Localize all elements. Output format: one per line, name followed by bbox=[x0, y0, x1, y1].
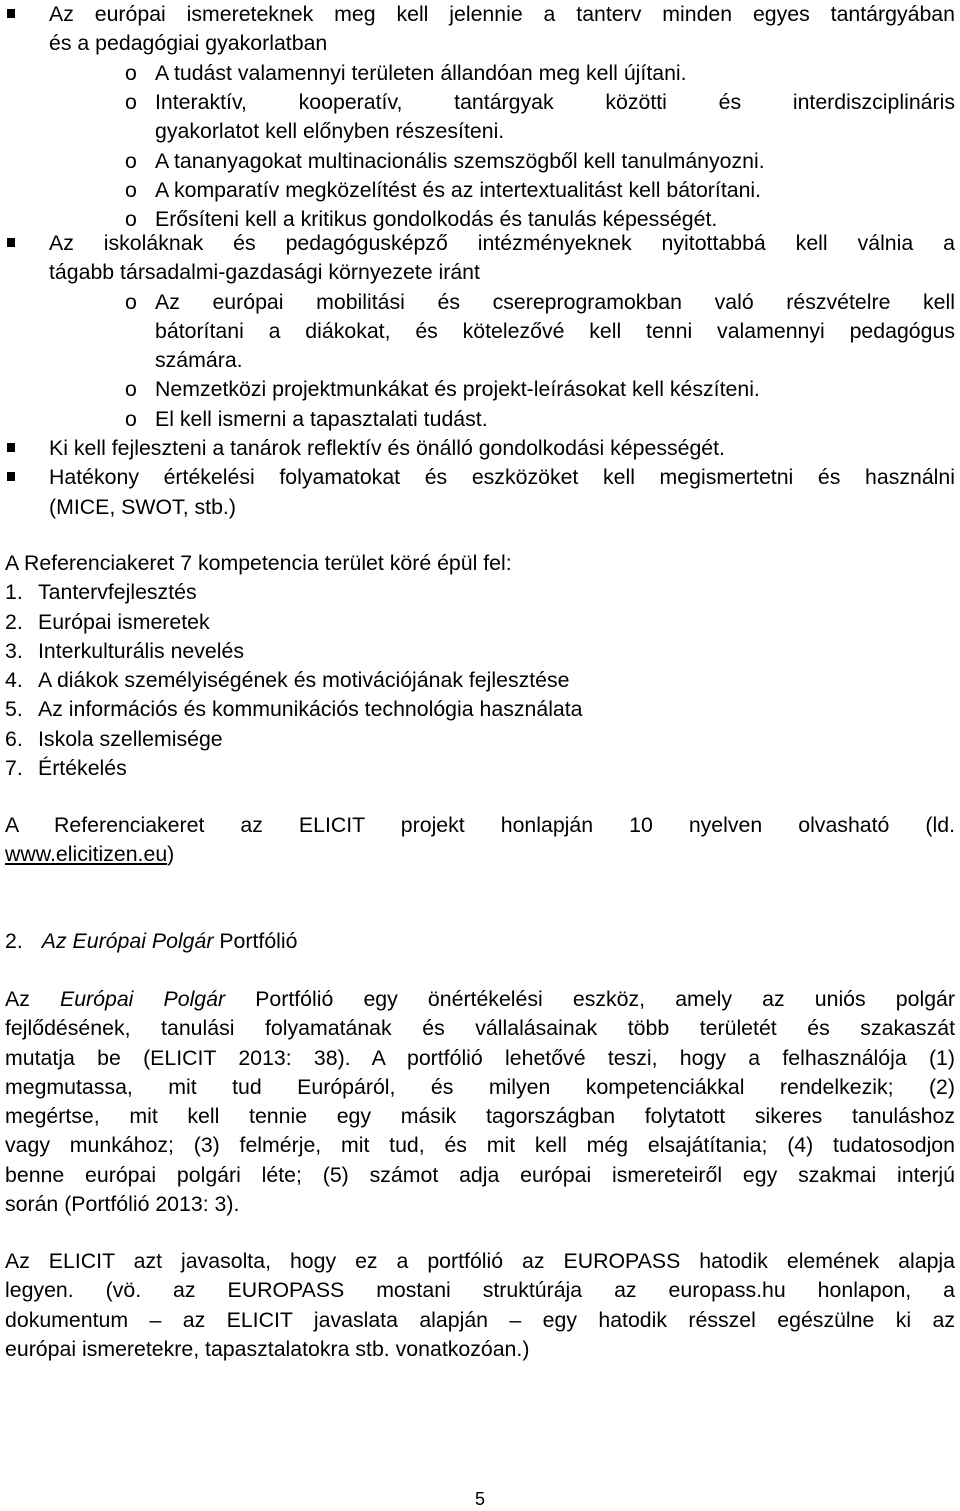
sub-bullet-text: Az európai mobilitási és csereprogramokban való részvételre kell bbox=[155, 289, 955, 314]
list-number: 1. bbox=[5, 580, 23, 605]
list-number: 5. bbox=[5, 697, 23, 722]
square-bullet-icon bbox=[7, 443, 15, 452]
circle-bullet-icon: o bbox=[125, 177, 137, 202]
sub-bullet-text: Interaktív, kooperatív, tantárgyak közötti és interdiszciplináris bbox=[155, 89, 955, 114]
page-number: 5 bbox=[474, 1489, 485, 1509]
paragraph-line: benne európai polgári léte; (5) számot adja európai ismereteiről egy szakmai interjú bbox=[5, 1162, 955, 1187]
elicit-note-closing: ) bbox=[167, 842, 175, 867]
paragraph-line: során (Portfólió 2013: 3). bbox=[5, 1192, 240, 1217]
list-item bbox=[5, 666, 955, 695]
list-text: Európai ismeretek bbox=[38, 609, 210, 634]
sub-bullet-text: A tananyagokat multinacionális szemszögből kell tanulmányozni. bbox=[155, 148, 765, 173]
paragraph-line: vagy munkához; (3) felmérje, mit tud, és mit kell még elsajátítania; (4) tudatosodjon bbox=[5, 1133, 955, 1158]
circle-bullet-icon: o bbox=[125, 207, 137, 232]
paragraph bbox=[5, 985, 955, 1219]
paragraph-line: megmutassa, mit tud Európáról, és milyen kompetenciákkal rendelkezik; (2) bbox=[5, 1074, 955, 1099]
bullet-text: Hatékony értékelési folyamatokat és eszközöket kell megismertetni és használni bbox=[49, 465, 955, 490]
list-text: A diákok személyiségének és motivációjának fejlesztése bbox=[38, 668, 570, 693]
bullet-text: Az európai ismereteknek meg kell jelennie a tanterv minden egyes tantárgyában bbox=[49, 2, 955, 26]
bullet-text: (MICE, SWOT, stb.) bbox=[49, 494, 236, 519]
list-number: 7. bbox=[5, 756, 23, 781]
list-text: Az információs és kommunikációs technológia használata bbox=[38, 697, 583, 722]
paragraph-line: mutatja be (ELICIT 2013: 38). A portfólió lehetővé teszi, hogy a felhasználója (1) bbox=[5, 1045, 955, 1070]
paragraph-line: dokumentum – az ELICIT javaslata alapján – egy hatodik résszel egészülne ki az bbox=[5, 1307, 955, 1332]
competency-intro-text: A Referenciakeret 7 kompetencia terület köré épül fel: bbox=[5, 551, 512, 575]
sub-bullet-text: gyakorlatot kell előnyben részesíteni. bbox=[155, 119, 505, 144]
section-heading bbox=[5, 927, 955, 956]
list-item bbox=[5, 695, 955, 724]
sub-bullet-text: Erősíteni kell a kritikus gondolkodás és tanulás képességét. bbox=[155, 207, 718, 232]
list-number: 4. bbox=[5, 668, 23, 693]
competency-intro bbox=[5, 549, 955, 578]
paragraph-text: Portfólió egy önértékelési eszköz, amely az uniós polgár bbox=[225, 987, 955, 1011]
sub-bullet-text: A komparatív megközelítést és az intertextualitást kell bátorítani. bbox=[155, 177, 762, 202]
paragraph-line: európai ismeretekre, tapasztalatokra stb. vonatkozóan.) bbox=[5, 1336, 530, 1361]
sub-bullet-text: A tudást valamennyi területen állandóan meg kell újítani. bbox=[155, 60, 687, 85]
list-text: Tantervfejlesztés bbox=[38, 580, 197, 605]
elicit-note-text: A Referenciakeret az ELICIT projekt honlapján 10 nyelven olvasható (ld. bbox=[5, 813, 955, 837]
paragraph-line: legyen. (vö. az EUROPASS mostani struktúrája az europass.hu honlapon, a bbox=[5, 1278, 955, 1303]
sub-bullet-text: számára. bbox=[155, 348, 243, 373]
elicit-website-link[interactable]: www.elicitizen.eu bbox=[5, 842, 168, 867]
competency-list bbox=[5, 578, 955, 783]
square-bullet-icon bbox=[7, 9, 15, 18]
paragraph-text-italic: Európai Polgár bbox=[59, 987, 226, 1011]
circle-bullet-icon: o bbox=[125, 406, 137, 431]
section-title-italic: Az Európai Polgár bbox=[41, 929, 214, 953]
bullet-text: Az iskoláknak és pedagógusképző intézményeknek nyitottabbá kell válnia a bbox=[49, 231, 955, 255]
sub-bullet-text: bátorítani a diákokat, és kötelezővé kell tenni valamennyi pedagógus bbox=[155, 318, 955, 343]
paragraph-line: megértse, mit kell tennie egy másik tagországban folytatott sikeres tanuláshoz bbox=[5, 1104, 955, 1129]
list-item bbox=[5, 608, 955, 637]
bullet-text: és a pedagógiai gyakorlatban bbox=[49, 31, 328, 56]
list-text: Interkulturális nevelés bbox=[38, 638, 244, 663]
paragraph-text: Az bbox=[5, 987, 60, 1011]
square-bullet-icon bbox=[7, 472, 15, 481]
circle-bullet-icon: o bbox=[125, 289, 137, 314]
list-text: Értékelés bbox=[38, 756, 127, 781]
circle-bullet-icon: o bbox=[125, 148, 137, 173]
bullet-text: Ki kell fejleszteni a tanárok reflektív és önálló gondolkodási képességét. bbox=[49, 436, 725, 460]
sub-bullet-text: El kell ismerni a tapasztalati tudást. bbox=[155, 406, 488, 431]
circle-bullet-icon: o bbox=[125, 377, 137, 402]
circle-bullet-icon: o bbox=[125, 89, 137, 114]
sub-bullet-text: Nemzetközi projektmunkákat és projekt-leírásokat kell készíteni. bbox=[155, 377, 760, 402]
list-item bbox=[5, 637, 955, 666]
square-bullet-icon bbox=[7, 238, 15, 247]
circle-bullet-icon: o bbox=[125, 60, 137, 85]
list-number: 6. bbox=[5, 726, 23, 751]
section-title-rest: Portfólió bbox=[213, 929, 298, 953]
list-text: Iskola szellemisége bbox=[38, 726, 223, 751]
list-item bbox=[5, 725, 955, 754]
list-item bbox=[5, 578, 955, 607]
list-item bbox=[5, 754, 955, 783]
list-number: 2. bbox=[5, 609, 23, 634]
bullet-text: tágabb társadalmi-gazdasági környezete iránt bbox=[49, 260, 480, 285]
paragraph-line: fejlődésének, tanulási folyamatának és vállalásainak több területét és szakaszát bbox=[5, 1016, 955, 1041]
section-number: 2. bbox=[5, 929, 23, 953]
elicit-note bbox=[5, 811, 955, 870]
paragraph bbox=[5, 1247, 955, 1364]
list-number: 3. bbox=[5, 638, 23, 663]
paragraph-line: Az ELICIT azt javasolta, hogy ez a portfólió az EUROPASS hatodik elemének alapja bbox=[5, 1249, 955, 1273]
